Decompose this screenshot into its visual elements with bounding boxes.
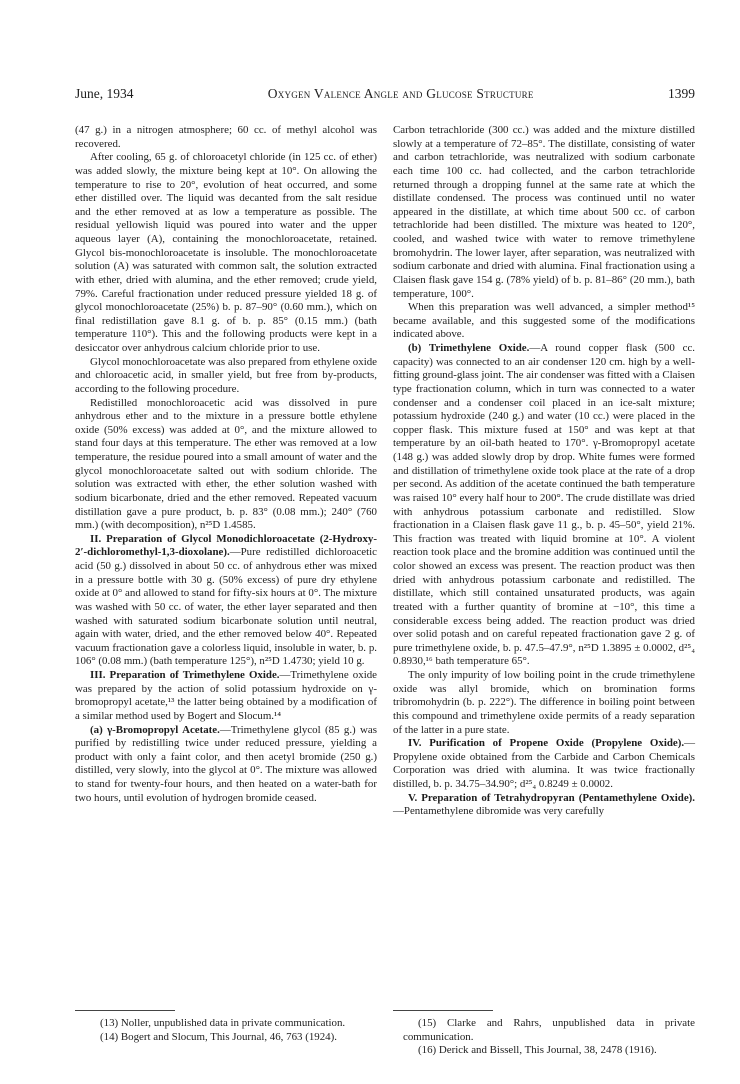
footnotes-right <box>393 1010 695 1058</box>
paragraph: After cooling, 65 g. of chloroacetyl chloride (in 125 cc. of ether) was added slowly, the mixture being kept at 10°. On allowing the temperature to rise to 20°, evolution of heat occurred, and some ether distilled over. The liquid was decanted from the salt residue and the ether removed at as low a temperature as possible. The residual yellowish liquid was poured into water and the upper aqueous layer (A), containing the monochloroacetate, retained. Glycol bis-monochloroacetate is insoluble. The monochloroacetate solution (A) was saturated with common salt, the solution extracted with ether, dried with alumina, and the ether removed; crude yield, 79%. Careful fractionation under reduced pressure yielded 18 g. of glycol monochloroacetate (25%) b. p. 87–90° (0.60 mm.), which on final redistillation gave 8.1 g. of b. p. 85° (0.15 mm.) (bath temperature 110°). This and the following products were kept in a desiccator over anhydrous calcium chloride prior to use. <box>75 151 377 354</box>
running-head-title: Oxygen Valence Angle and Glucose Structure <box>267 86 534 101</box>
footnote: (14) Bogert and Slocum, This Journal, 46, 763 (1924). <box>100 1030 337 1043</box>
section-iii-paragraph <box>75 669 377 724</box>
section-iv-paragraph <box>393 737 695 792</box>
two-column-body <box>75 124 695 1076</box>
subsection-text: —Trimethylene glycol (85 g.) was purified by redistilling twice under reduced pressure, yielding a product with only a faint color, and then acetyl bromide (250 g.) distilled, very slowly, into the glycol at 0°. The mixture was allowed to stand for twenty-four hours, and then heated on a water-bath for two hours, until evolution of hydrogen bromide ceased. <box>75 723 377 804</box>
footnote: (16) Derick and Bissell, This Journal, 38, 2478 (1916). <box>418 1044 657 1057</box>
footnotes-left <box>75 1010 377 1044</box>
section-text: —Propylene oxide obtained from the Carbide and Carbon Chemicals Corporation was dried with alumina. It was twice fractionally distilled, b. p. 34.75–34.90°; d²⁵₄ 0.8249 ± 0.0002. <box>393 737 695 790</box>
section-heading: V. Preparation of Tetrahydropyran (Pentamethylene Oxide). <box>408 791 695 804</box>
subsection-heading: (b) Trimethylene Oxide. <box>408 342 530 354</box>
footnote: (15) Clarke and Rahrs, unpublished data in private communication. <box>403 1017 695 1043</box>
section-text: —Trimethylene oxide was prepared by the action of solid potassium hydroxide on γ-bromopropyl acetate,¹³ the latter being obtained by a modification of a similar method used by Bogert and Slocum.¹⁴ <box>75 669 378 722</box>
page-number: 1399 <box>667 86 695 101</box>
paragraph: The only impurity of low boiling point in the crude trimethylene oxide was allyl bromide, which on bromination forms tribromohydrin (b. p. 222°). The difference in boiling point between this compound and trimethylene oxide permits of a ready separation of the latter in a pure state. <box>393 669 695 736</box>
footnote: (13) Noller, unpublished data in private communication. <box>100 1017 346 1029</box>
paragraph: Redistilled monochloroacetic acid was dissolved in pure anhydrous ether and to the mixture in a pressure bottle ethylene oxide (50% excess) was added at 0°, and the mixture allowed to stand four days at this temperature. The ether was removed at a low temperature, the residue poured into a small amount of water and the glycol monochloroacetate salted out with sodium chloride. The solution was extracted with ether, the ether solution washed with sodium bicarbonate, dried and the ether removed. Repeated vacuum distillation gave a pure product, b. p. 83° (0.08 mm.); 240° (760 mm.) (with decomposition), n²⁵D 1.4585. <box>75 396 377 532</box>
subsection-text: —A round copper flask (500 cc. capacity) was connected to an air condenser 120 cm. high by a well-fitting ground-glass joint. The air condenser was fitted with a Claisen type fractionation column, which in turn was connected to a water condenser and a condenser coil placed in an ice-salt mixture; potassium hydroxide (240 g.) and water (10 cc.) were placed in the copper flask. This mixture fused at 150° and was kept at that temperature by an oil-bath heated to 170°. γ-Bromopropyl acetate (148 g.) was added slowly drop by drop. White fumes were formed and distillation of trimethylene oxide took place at the rate of a drop per second. As addition of the acetate continued the bath temperature was raised 10° every half hour to 200°. The crude distillate was dried with anhydrous potassium carbonate and redistilled. Slow fractionation in a Claisen flask gave 11 g., b. p. 45–50°, yield 21%. This fraction was treated with liquid bromine at 10°. A violent reaction took place and the bromine addition was continued until the color showed an excess was present. The reaction product was then dried with anhydrous potassium carbonate and redistilled. The distillate, which still contained unsaturated products, was again treated with a further quantity of bromine at −10°, this time a considerable excess being added. The reaction product was dried over solid potash and on careful repeated fractionation gave 2 g. of pure trimethylene oxide, b. p. 47.5–47.9°, n²⁵D 1.3895 ± 0.0002, d²⁵₄ 0.8930,¹⁶ bath temperature 65°. <box>393 342 695 668</box>
running-head-date: June, 1934 <box>75 86 134 101</box>
footnote-rule <box>393 1010 493 1011</box>
running-head <box>75 86 695 106</box>
subsection-b-paragraph <box>393 342 695 669</box>
section-text: —Pentamethylene dibromide was very carefully <box>393 805 605 818</box>
section-heading: IV. Purification of Propene Oxide (Propylene Oxide). <box>408 737 685 750</box>
left-column <box>75 124 377 1076</box>
paragraph: When this preparation was well advanced, a simpler method¹⁵ became available, and this suggested some of the modifications indicated above. <box>393 301 695 341</box>
paragraph: Glycol monochloroacetate was also prepared from ethylene oxide and chloroacetic acid, in smaller yield, but free from by-products, according to the following procedure. <box>75 355 377 395</box>
section-ii-paragraph <box>75 533 377 669</box>
right-column <box>393 124 695 1076</box>
subsection-a-paragraph <box>75 724 377 806</box>
section-v-paragraph <box>393 792 695 819</box>
subsection-heading: (a) γ-Bromopropyl Acetate. <box>90 723 220 736</box>
section-heading: III. Preparation of Trimethylene Oxide. <box>90 669 280 681</box>
paragraph: Carbon tetrachloride (300 cc.) was added and the mixture distilled slowly at a temperature of 72–85°. The distillate, consisting of water and carbon tetrachloride, was neutralized with sodium carbonate each time 100 cc. had collected, and the carbon tetrachloride returned through a dropping funnel at the same rate at which the distillate condensed. The process was continued until no water appeared in the distillate, at which time about 500 cc. of carbon tetrachloride had been distilled. The mixture was heated to 120°, cooled, and washed twice with water to remove trimethylene bromohydrin. The lower layer, after separation, was neutralized with sodium carbonate and dried with alumina. Final fractionation using a Claisen flask gave 154 g. (78% yield) of b. p. 81–86° (20 mm.), bath temperature, 100°. <box>393 124 695 300</box>
footnote-rule <box>75 1010 175 1011</box>
section-heading: II. Preparation of Glycol Monodichloroacetate (2-Hydroxy-2′-dichloromethyl-1,3-dioxolane). <box>75 532 377 559</box>
paragraph: (47 g.) in a nitrogen atmosphere; 60 cc. of methyl alcohol was recovered. <box>75 124 377 150</box>
section-text: —Pure redistilled dichloroacetic acid (50 g.) dissolved in about 50 cc. of anhydrous ether was mixed in a pressure bottle with 30 g. (50% excess) of pure dry ethylene oxide at 0° and allowed to stand for fifty-six hours at 0°. The mixture was washed with 50 cc. of water, the ether layer separated and then washed with saturated sodium bicarbonate solution until neutral, again with water, dried, and the ether removed below 40°. Repeated vacuum fractionation gave a colorless liquid, insoluble in water, b. p. 106° (0.08 mm.) (bath temperature 125°), n²⁵D 1.4730; yield 10 g. <box>75 546 377 668</box>
